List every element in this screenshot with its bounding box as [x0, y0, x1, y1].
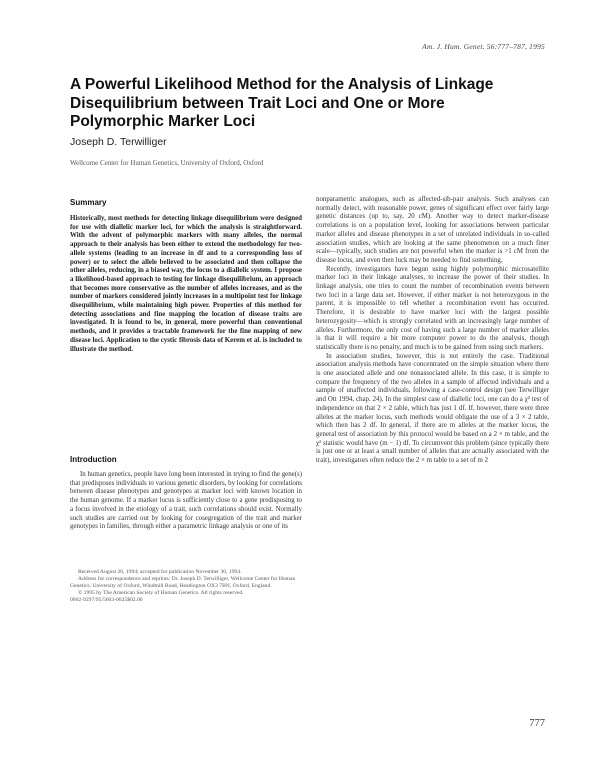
body-paragraph: Recently, investigators have begun using highly polymorphic microsatellite marker loci in their linkage analyses, to increase the power of their studies. In linkage analysis, one tries to count the number of recombination events between two loci in a large data set. However, if either marker is not heterozygous in the parent, it is impossible to tell whether a recombination event has occurred. Therefore, it is desirable to have marker loci with the largest possible heterozygosity—which is strongly correlated with an increasingly large number of alleles. Furthermore, the only cost of having such a large number of marker alleles is that it will require a bit more computer power to do the analysis, though statistically there is no penalty, and much is to be gained from using such markers. — [316, 265, 549, 351]
summary-heading: Summary — [70, 198, 107, 207]
right-column-text — [316, 196, 549, 466]
title-line: Polymorphic Marker Loci — [70, 113, 256, 130]
footnote-copyright: © 1995 by The American Society of Human Genetics. All rights reserved. — [78, 590, 244, 597]
page-number: 777 — [529, 718, 545, 729]
author-affiliation: Wellcome Center for Human Genetics, University of Oxford, Oxford — [70, 159, 264, 167]
author-name: Joseph D. Terwilliger — [70, 136, 167, 148]
article-title — [70, 76, 540, 132]
footnote-received: Received August 26, 1994; accepted for publication November 30, 1994. — [78, 569, 242, 575]
introduction-paragraph: In human genetics, people have long been interested in trying to find the gene(s) that predisposes individuals to various genetic disorders, by looking for correlations between disease phenotypes and genotypes at marker loci with known location in the human genome. If a marker locus is sufficiently close to a gene predisposing to a focus involved in the etiology of a trait, such correlations should exist. Normally such studies are carried out by looking for cosegregation of the trait and marker genotypes in families, through either a parametric linkage analysis or one of its — [70, 471, 302, 531]
footnote-issn: 0002-9297/95/5603-0025$02.00 — [70, 597, 143, 604]
footnote-address: Address for correspondence and reprints: Dr. Joseph D. Terwilliger, Wellcome Center for Human Genetics, University of Oxford, Windmill Road, Headington OX3 7BN, Oxford, England. — [70, 576, 296, 590]
title-line: A Powerful Likelihood Method for the Analysis of Linkage — [70, 76, 494, 93]
summary-text: Historically, most methods for detecting linkage disequilibrium were designed for use with diallelic marker loci, for which the analysis is straightforward. With the advent of polymorphic markers with many alleles, the normal approach to their analysis has been either to extend the methodology for two-allele systems (leading to an increase in df and to a corresponding loss of power) or to select the allele believed to be associated and then collapse the other alleles, reducing, in a biased way, the locus to a diallelic system. I propose a likelihood-based approach to testing for linkage disequilibrium, an approach that becomes more conservative as the number of alleles increases, and as the number of markers considered jointly increases in a multipoint test for linkage disequilibrium, while maintaining high power. Properties of this method for detecting associations and fine mapping the location of disease traits are investigated. It is found to be, in general, more powerful than conventional methods, and it provides a tractable framework for the fine mapping of new disease loci. Application to the cystic fibrosis data of Kerem et al. is included to illustrate the method. — [70, 215, 302, 353]
left-column — [70, 198, 302, 531]
footnotes — [70, 569, 302, 604]
journal-reference: Am. J. Hum. Genet. 56:777–787, 1995 — [422, 42, 545, 51]
body-paragraph: nonparametric analogues, such as affected-sib-pair analysis. Such analyses can normally detect, with reasonable power, genes of significant effect over fairly large genetic distances (up to, say, 20 cM). Another way to detect marker-disease correlations is on a population level, looking for associations between particular marker alleles and disease phenotypes in a set of unrelated individuals in so-called association studies, which are looking at the same phenomenon on a much finer scale—typically, such studies are not powerful when the marker is >1 cM from the disease locus, and even then luck may be needed to find something. — [316, 196, 549, 264]
introduction-text — [70, 471, 302, 532]
title-line: Disequilibrium between Trait Loci and One or More — [70, 94, 445, 112]
right-column — [316, 196, 549, 466]
introduction-heading: Introduction — [70, 455, 117, 464]
body-paragraph: In association studies, however, this is not entirely the case. Traditional association analysis methods have concentrated on the simple situation where there is one associated allele and one nonassociated allele. In this case, it is simple to compare the frequency of the two alleles in a sample of affected individuals and a sample of unaffected individuals, following a case-control design (see Terwilliger and Ott 1994, chap. 24). In the simplest case of diallelic loci, one can do a χ² test of independence on that 2 × 2 table, which has just 1 df. If, however, there were three alleles at the marker locus, such methods would obligate the use of a 3 × 2 table, which then has 2 df. In general, if there are m alleles at the marker locus, the general test of association by this protocol would be based on a 2 × m table, and the χ² statistic would have (m − 1) df. To circumvent this problem (since typically there is just one or at least a small number of alleles that are actually associated with the trait), investigators often reduce the 2 × m table to a set of m 2 — [316, 352, 549, 465]
